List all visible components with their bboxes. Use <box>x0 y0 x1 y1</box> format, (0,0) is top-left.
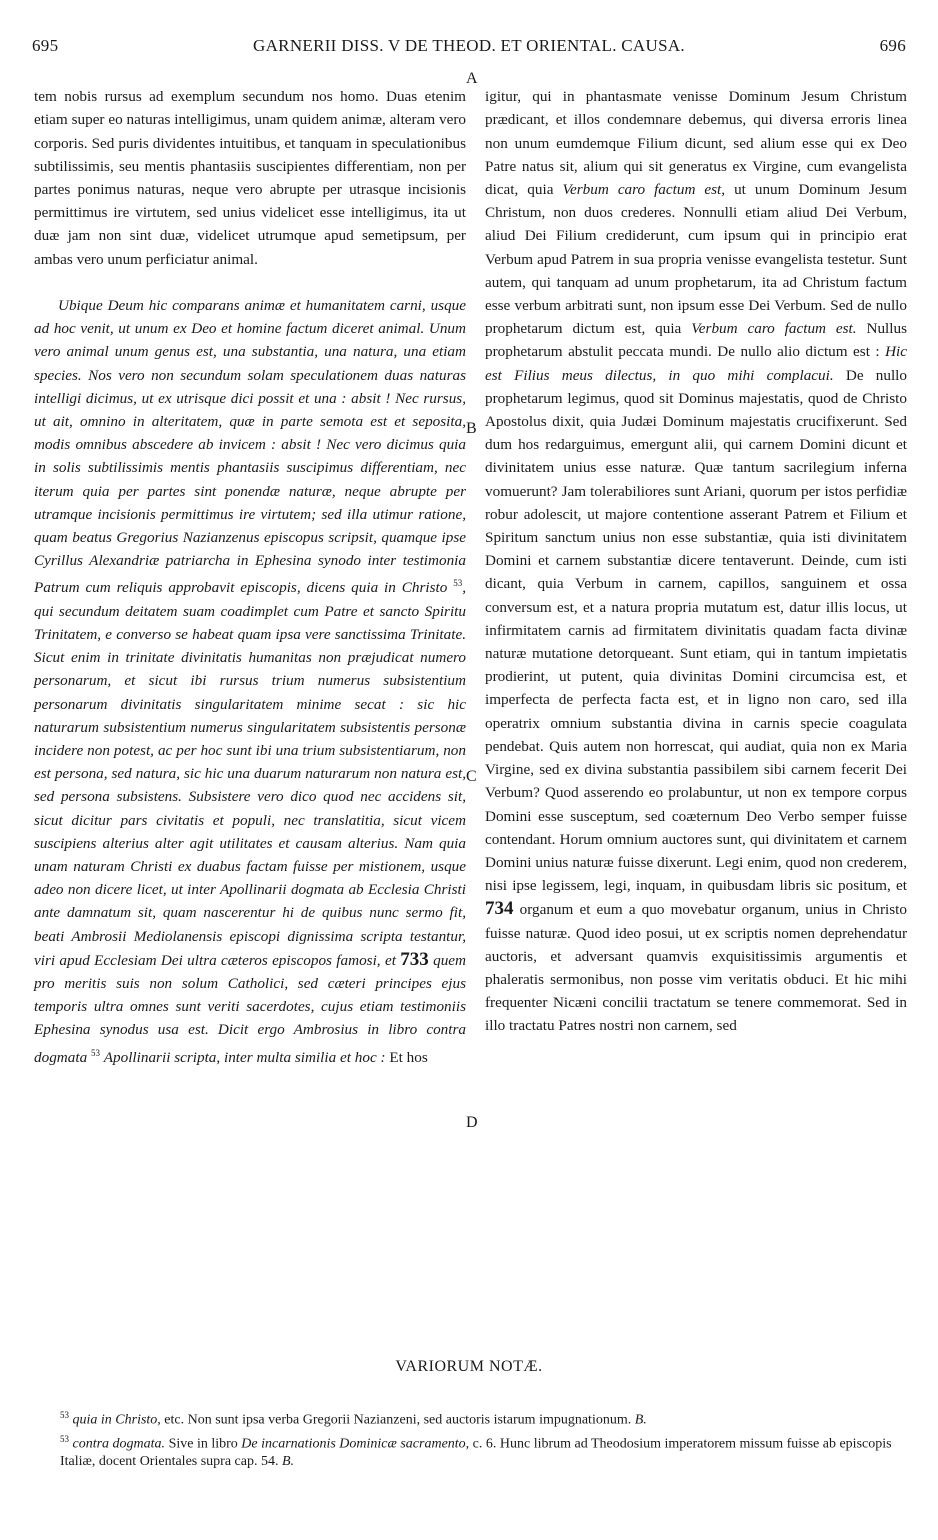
right-text-b: ut unum Dominum Jesum Christum, non duos crederes. Nonnulli etiam aliud Dei Verbum, aliud Dei Filium crediderunt, cum ipsum qui in principio erat Verbum apud Patrem in sua propria venisse evangelista testetur. Sunt autem, qui tanquam ad unum prophetarum, ita ad Christum factum esse verbum arbitrati sunt, non ipsum esse Dei Verbum. Sed de nullo prophetarum dictum est, quia <box>485 181 907 338</box>
commentary-text-c: quem pro meritis suis non solum Catholici, sed cæteri principes ejus temporis ultra omnes sunt veriti sacerdotes, cujus etiam testimoniis Ephesina synodus usa est. Dicit ergo Ambrosius in libro contra dogmata <box>34 951 467 1066</box>
right-column <box>485 62 907 1061</box>
margin-marker-c: C <box>466 768 477 785</box>
column-number: 734 <box>485 898 514 920</box>
scripture-quote-3: Hic est Filius meus dilectus, in quo mihi complacui. <box>485 343 907 384</box>
page-number-left: 695 <box>32 36 59 55</box>
right-text-e: organum et eum a quo movebatur organum, unius in Christo fuisse naturæ. Quod ideo posui, ut ex scriptis nomen deprehendatur auctoris, et adversant quamvis exquisitissimis argumentis et phaleratis sermonibus, non posse vim veritatis obduci. Et hic mihi frequenter Nicæni concilii tractatum se tenere commemorat. Sed in illo tractatu Patres nostri non carnem, sed <box>485 901 907 1035</box>
footnote-number: 53 <box>60 1410 69 1420</box>
footnote-text: Sive in libro <box>165 1436 242 1452</box>
running-title: GARNERII DISS. V DE THEOD. ET ORIENTAL. CAUSA. <box>253 36 685 55</box>
page-number-right: 696 <box>879 36 906 55</box>
footnote-signature: B. <box>281 1454 295 1470</box>
footnote-1 <box>60 1406 910 1430</box>
footnote-2 <box>60 1430 910 1472</box>
right-text-c: Nullus prophetarum abstulit peccata mundi. De nullo alio dictum est : <box>485 320 907 361</box>
scripture-quote-1: Verbum caro factum est, <box>562 181 726 199</box>
left-column <box>34 62 466 1092</box>
footnote-book-title: De incarnationis Dominicæ sacramento, <box>241 1436 470 1452</box>
footnote-lemma: quia in Christo, <box>72 1412 161 1428</box>
column-number: 733 <box>400 948 429 970</box>
left-paragraph-2 <box>34 294 466 1069</box>
margin-marker-d: D <box>466 1114 478 1131</box>
footnote-number: 53 <box>60 1433 69 1444</box>
footnote-ref: 53 <box>453 578 463 589</box>
notes-heading: VARIORUM NOTÆ. <box>395 1358 543 1375</box>
margin-marker-a: A <box>466 70 478 87</box>
scripture-quote-2: Verbum caro factum est. <box>691 320 857 338</box>
margin-marker-b: B <box>466 420 477 437</box>
right-paragraph <box>485 85 907 1037</box>
left-paragraph-1: tem nobis rursus ad exemplum secundum nos homo. Duas etenim etiam super eo naturas intelligimus, unam quidem animæ, alteram vero corporis. Sed puris dividentes intuitibus, et tanquam in speculationibus subtilissimis, seu mentis phantasiis suscipientes differentiam, non per partes ponimus naturas, neque vero abrupte per utrasque incisionis permittimus ire virtutem, sed unius videlicet esse intelligimus, ita ut duæ jam non sint duæ, videlicet utrumque apud semetipsum, per ambas vero unum perficiatur animal. <box>34 88 466 268</box>
commentary-text-b: , qui secundum deitatem suam coadimplet cum Patre et sancto Spiritu Trinitatem, e converso se habeat quam ipsa vere sanctissima Trinitate. Sicut enim in trinitate divinitatis humanitas non præjudicat numero personarum, et sicut ibi rursus trium numerus subsistentium personarum divinitatis singularitatem minime secat : sic hic naturarum subsistentium numerus singularitatem subsistentis personæ incidere non potest, ac per hoc sunt ibi una trium subsistentiarum, non est persona, sed natura, sic hic una duarum naturarum non natura est, sed persona subsistens. Subsistere vero dico quod nec accidens sit, sicut dicitur pars civitatis et populi, nec translatitia, sicut vicem suscipiens alterius alter agit utilitates et causam alterius. Nam quia unam naturam Christi ex duabus factam fuisse per mistionem, usque adeo non dicere licet, ut inter Apollinarii dogmata ab Ecclesia Christi ante damnatum sit, quam nascerentur hi de quibus nunc sermo fit, beati Ambrosii Mediolanensis episcopi dignissima scripta testantur, viri apud Ecclesiam Dei ultra cæteros episcopos famosi, et <box>34 579 467 969</box>
commentary-text: Ubique Deum hic comparans animæ et humanitatem carni, usque ad hoc venit, ut unum ex Deo et homine factum diceret animal. Unum vero animal unum genus est, una substantia, una natura, una etiam species. Nos vero non secundum solam speculationem duas naturas intelligi dicimus, ut ex utrisque dici possit et una : absit ! Nec rursus, ut ait, omnino in alteritatem, quæ in parte semota est et seposita, modis omnibus abscedere ab invicem : absit ! Nec vero dicimus quia in solis subtilissimis mentis phantasiis suscipimus differentiam, nec iterum quia per partes sint ponendæ naturæ, neque abrupte per utramque incisionis permittimus ire virtutem; sed illa utimur ratione, quam beatus Gregorius Nazianzenus episcopus scripsit, quamque ipse Cyrillus Alexandriæ patriarcha in Ephesina synodo inter testimonia Patrum cum reliquis approbavit episcopis, dicens quia in Christo <box>34 297 466 597</box>
footnote-text-b: c. 6. Hunc librum ad Theodosium imperatorem missum fuisse ab episcopis Italiæ, docent Orientales supra cap. 54. <box>60 1436 892 1470</box>
footnote-signature: B. <box>634 1412 647 1428</box>
right-text-d: De nullo prophetarum legimus, quod sit Dominus majestatis, quod de Christo Apostolus dixit, quia Judæi Dominum majestatis crucifixerunt. Sed dum hos redarguimus, emergunt alii, qui carnem Domini dicunt et divinitatem unius esse naturæ. Quæ tantum sacrilegium inferna vomuerunt? Jam tolerabiliores sunt Ariani, quorum per istos perfidiæ robur adolescit, ut majore contentione asserant Patrem et Filium et Spiritum sanctum unius non esse substantiæ, quia isti divinitatem Domini et carnem substantiæ dicere tentaverunt. Deinde, cum isti dicant, quia Verbum in carnem, capillos, sanguinem et ossa conversum est, et a natura propria mutatum est, datur illis locus, ut infirmitatem carnis ad firmitatem divinitatis quadam facta divinæ naturæ mutatione detorqueant. Sunt etiam, qui in tantum impietatis prodierint, ut putent, quia divinitas Domini circumcisa est, et imperfecta de perfecta facta est, et in ligno non caro, sed illa operatrix omnium substantia divina in carnis specie coagulata pendebat. Quis autem non horrescat, qui audiat, quia non ex Maria Virgine, sed ex divina substantia passibilem sibi carnem fecerit Dei Verbum? Quod asserendo eo prolabuntur, ut non ex tempore corpus Domini esse susceptum, sed coæternum Deo Verbo semper fuisse contendant. Horum omnium auctores sunt, qui divinitatem et carnem Domini unius naturæ fuisse dixerunt. Legi enim, quod non crederem, nisi ipse legissem, legi, inquam, in quibusdam libris sic positum, et <box>485 366 907 895</box>
footnotes <box>60 1406 910 1471</box>
commentary-tail: Et hos <box>385 1048 428 1066</box>
footnote-text: etc. Non sunt ipsa verba Gregorii Nazianzeni, sed auctoris istarum impugnationum. <box>160 1412 635 1428</box>
running-header <box>32 36 906 60</box>
footnote-ref: 53 <box>90 1047 100 1058</box>
commentary-text-d: Apollinarii scripta, inter multa similia et hoc : <box>103 1048 386 1066</box>
right-text-a: igitur, qui in phantasmate venisse Dominum Jesum Christum prædicant, et illos condemnare debemus, qui diversa erroris linea non unum eumdemque Filium dicunt, sed alium esse qui ex Deo Patre natus sit, alium qui sit generatus ex Virgine, cum evangelista dicat, quia <box>485 88 907 199</box>
footnote-lemma: contra dogmata. <box>72 1436 166 1452</box>
